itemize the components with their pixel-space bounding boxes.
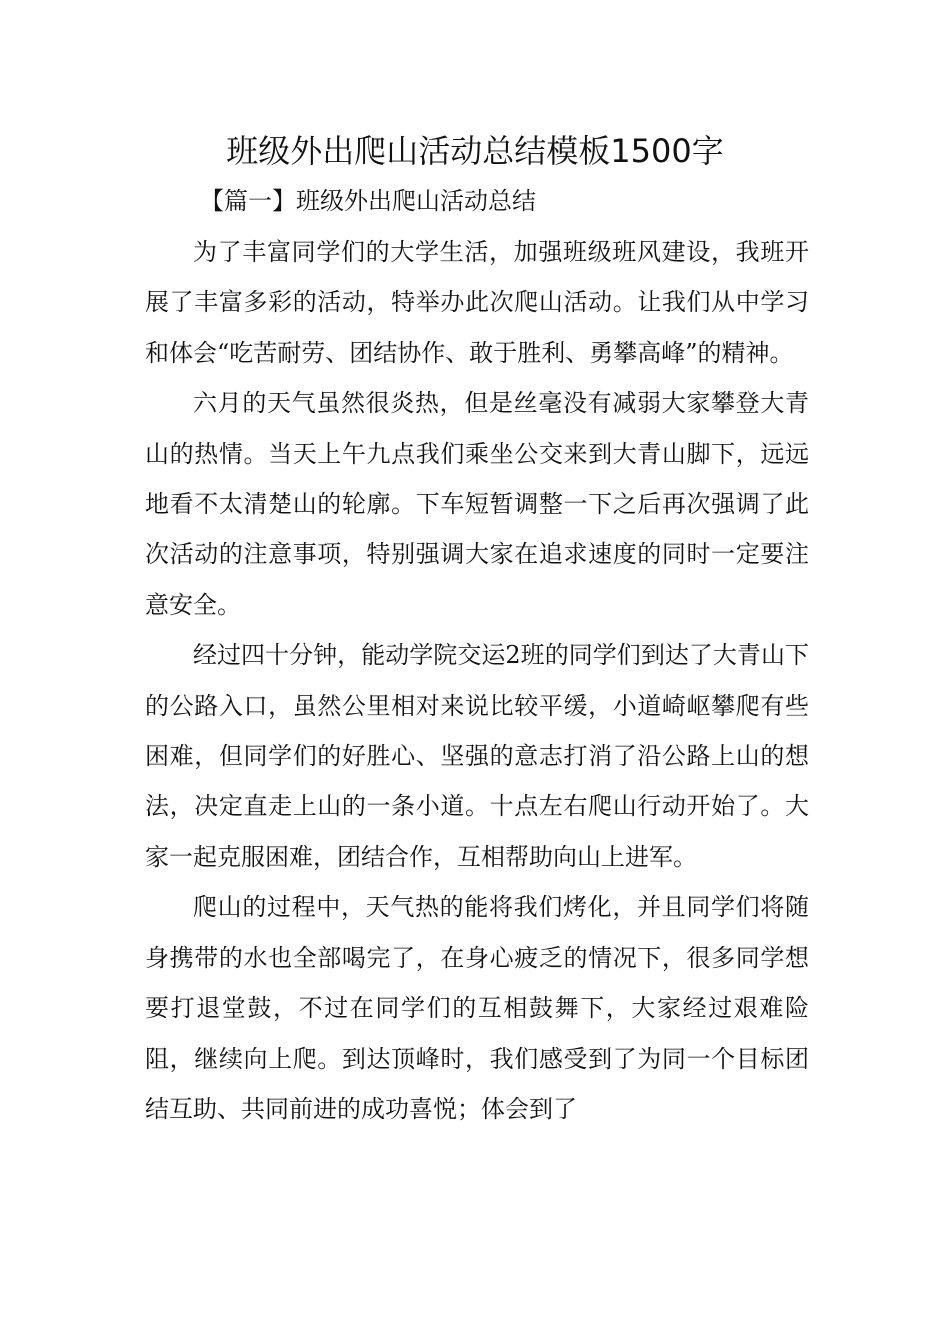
paragraph: 经过四十分钟，能动学院交运2班的同学们到达了大青山下的公路入口，虽然公里相对来说比较平缓，小道崎岖攀爬有些困难，但同学们的好胜心、坚强的意志打消了沿公路上山的想法，决定直走上山的一条小道。十点左右爬山行动开始了。大家一起克服困难，团结合作，互相帮助向山上进军。 (145, 641, 809, 871)
section-heading: 【篇一】班级外出爬山活动总结 (200, 187, 536, 215)
document-title: 班级外出爬山活动总结模板1500字 (226, 132, 724, 170)
paragraph: 六月的天气虽然很炎热，但是丝毫没有减弱大家攀登大青山的热情。当天上午九点我们乘坐公交来到大青山脚下，远远地看不太清楚山的轮廓。下车短暂调整一下之后再次强调了此次活动的注意事项，特别强调大家在追求速度的同时一定要注意安全。 (145, 389, 809, 619)
document-body (145, 227, 809, 1134)
paragraph: 为了丰富同学们的大学生活，加强班级班风建设，我班开展了丰富多彩的活动，特举办此次爬山活动。让我们从中学习和体会“吃苦耐劳、团结协作、敢于胜利、勇攀高峰”的精神。 (145, 238, 809, 367)
paragraph: 爬山的过程中，天气热的能将我们烤化，并且同学们将随身携带的水也全部喝完了，在身心疲乏的情况下，很多同学想要打退堂鼓，不过在同学们的互相鼓舞下，大家经过艰难险阻，继续向上爬。到达顶峰时，我们感受到了为同一个目标团结互助、共同前进的成功喜悦；体会到了 (145, 893, 809, 1123)
